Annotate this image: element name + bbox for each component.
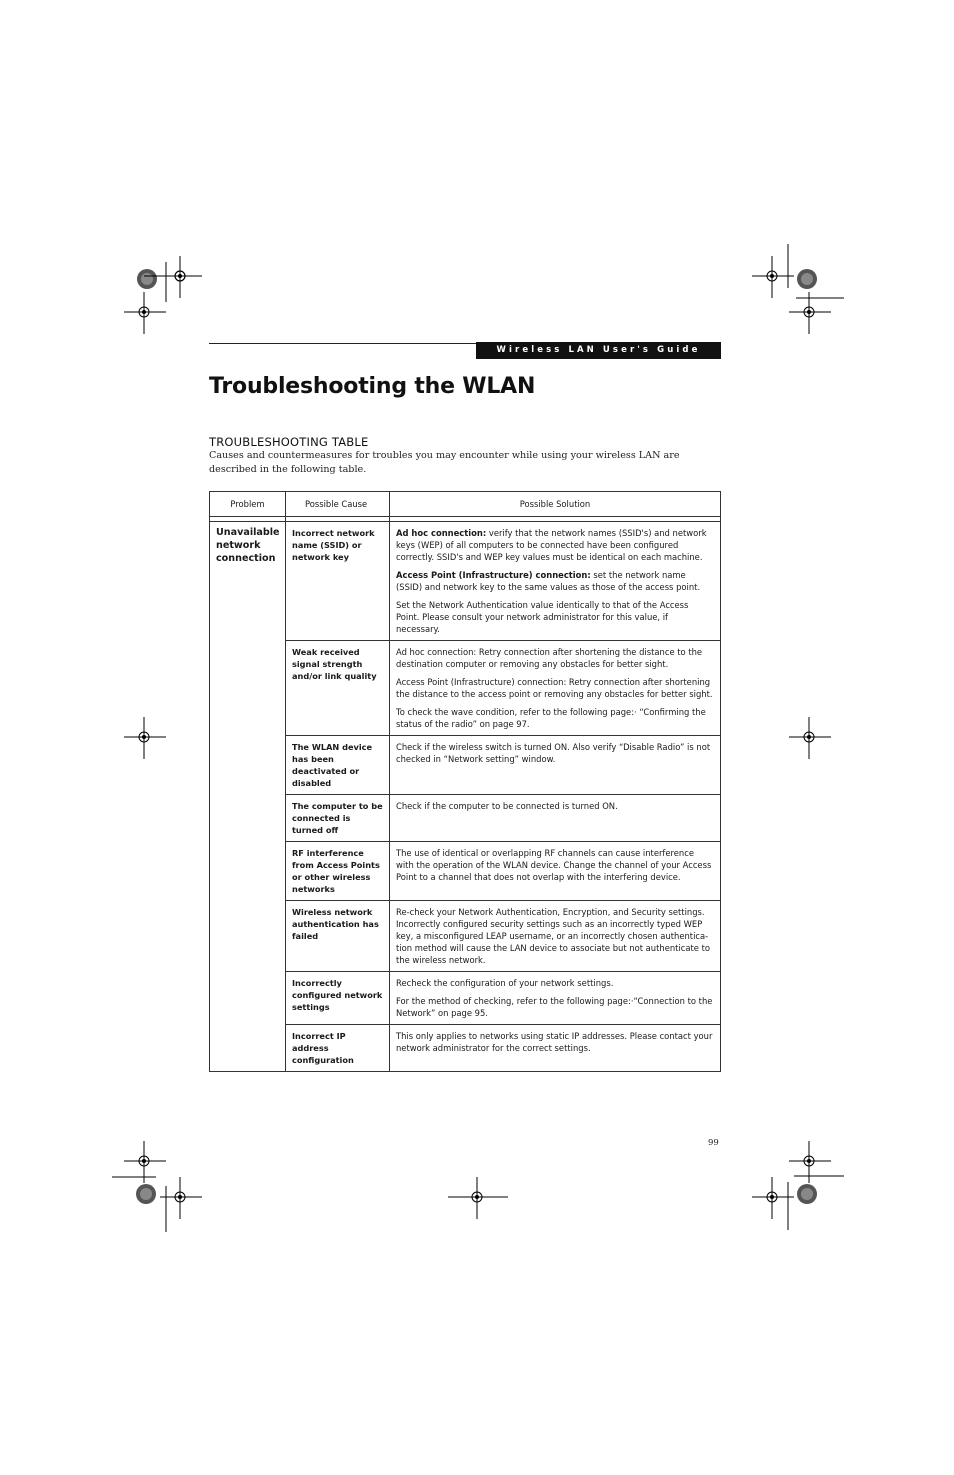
solution-text: To check the wave condition, refer to the following page:· “Confirming the status of the radio” on page 97.: [396, 707, 706, 729]
troubleshooting-table: [209, 491, 721, 1072]
cause-cell: Weak received signal strength and/or link quality: [286, 641, 390, 736]
solution-paragraph: [396, 1030, 714, 1054]
column-header-cause: Possible Cause: [286, 492, 390, 517]
solution-paragraph: [396, 706, 714, 730]
problem-cell: Unavailable network connection: [210, 522, 286, 1072]
solution-text: Re-check your Network Authentication, Encryption, and Security settings. Incorrectly configured security settings such as an incorrectly typed WEP key, a misconfigured LEAP username, or an incorrectly chosen authentica-tion method will cause the LAN device to associate but not authenticate to the wireless network.: [396, 907, 711, 965]
solution-cell: [390, 641, 721, 736]
table-row: [210, 641, 721, 736]
solution-lead: Access Point (Infrastructure) connection:: [396, 570, 591, 580]
solution-text: Ad hoc connection: Retry connection after shortening the distance to the destination computer or removing any obstacles for better sight.: [396, 647, 703, 669]
table-row: [210, 901, 721, 972]
solution-text: Access Point (Infrastructure) connection: Retry connection after shortening the distance to the access point or removing any obstacles for better sight.: [396, 677, 713, 699]
solution-paragraph: [396, 676, 714, 700]
cause-cell: The WLAN device has been deactivated or disabled: [286, 736, 390, 795]
solution-lead: Ad hoc connection:: [396, 528, 487, 538]
crosshair-icon: [124, 292, 166, 334]
solution-paragraph: [396, 569, 714, 593]
solution-paragraph: [396, 646, 714, 670]
solution-cell: [390, 901, 721, 972]
table-row: [210, 795, 721, 842]
table-body: [210, 517, 721, 1072]
cause-cell: The computer to be connected is turned off: [286, 795, 390, 842]
solution-cell: [390, 736, 721, 795]
crosshair-icon: [448, 1177, 508, 1219]
solution-paragraph: [396, 977, 714, 989]
table-header-row: [210, 492, 721, 517]
solution-cell: [390, 795, 721, 842]
page-number: 99: [708, 1138, 719, 1148]
solution-paragraph: [396, 800, 714, 812]
solution-text: For the method of checking, refer to the following page:·“Connection to the Network” on page 95.: [396, 996, 713, 1018]
crosshair-icon: [160, 1177, 202, 1219]
table-row: [210, 1025, 721, 1072]
solution-cell: [390, 522, 721, 641]
column-header-problem: Problem: [210, 492, 286, 517]
table-row: [210, 972, 721, 1025]
section-intro: Causes and countermeasures for troubles you may encounter while using your wireless LAN are described in the following table.: [209, 450, 680, 475]
solution-text: Recheck the configuration of your network settings.: [396, 978, 614, 988]
solution-cell: [390, 842, 721, 901]
table-row: [210, 842, 721, 901]
solution-text: verify that the network names (SSID's) and network keys (WEP) of all computers to be connected have been configured correctly. SSID's and WEP key values must be identical on each machine.: [396, 528, 707, 562]
section-title: TROUBLESHOOTING TABLE: [209, 435, 369, 449]
page-title: Troubleshooting the WLAN: [209, 374, 536, 399]
solution-paragraph: [396, 906, 714, 966]
solution-cell: [390, 972, 721, 1025]
cause-cell: RF interference from Access Points or other wireless networks: [286, 842, 390, 901]
cause-cell: Incorrect network name (SSID) or network key: [286, 522, 390, 641]
cause-cell: Wireless network authentication has failed: [286, 901, 390, 972]
registration-mark-icon: [786, 1172, 844, 1232]
solution-text: Set the Network Authentication value identically to that of the Access Point. Please consult your network administrator for this value, if necessary.: [396, 600, 689, 634]
table-row: [210, 522, 721, 641]
solution-text: Check if the wireless switch is turned ON. Also verify “Disable Radio” is not checked in “Network setting” window.: [396, 742, 711, 764]
running-header: Wireless LAN User's Guide: [476, 342, 721, 359]
solution-text: set the network name (SSID) and network key to the same values as those of the access point.: [396, 570, 701, 592]
crosshair-icon: [789, 292, 831, 334]
solution-paragraph: [396, 599, 714, 635]
crosshair-icon: [160, 256, 202, 298]
column-header-solution: Possible Solution: [390, 492, 721, 517]
solution-cell: [390, 1025, 721, 1072]
table-row: [210, 736, 721, 795]
solution-text: The use of identical or overlapping RF channels can cause interference with the operation of the WLAN device. Change the channel of your Access Point to a channel that does not overlap with the interfering device.: [396, 848, 712, 882]
crosshair-icon: [789, 717, 831, 759]
solution-paragraph: [396, 847, 714, 883]
solution-paragraph: [396, 995, 714, 1019]
cause-cell: Incorrect IP address configuration: [286, 1025, 390, 1072]
crosshair-icon: [124, 717, 166, 759]
solution-paragraph: [396, 527, 714, 563]
solution-paragraph: [396, 741, 714, 765]
solution-text: Check if the computer to be connected is turned ON.: [396, 801, 618, 811]
solution-text: This only applies to networks using static IP addresses. Please contact your network administrator for the correct settings.: [396, 1031, 713, 1053]
cause-cell: Incorrectly configured network settings: [286, 972, 390, 1025]
